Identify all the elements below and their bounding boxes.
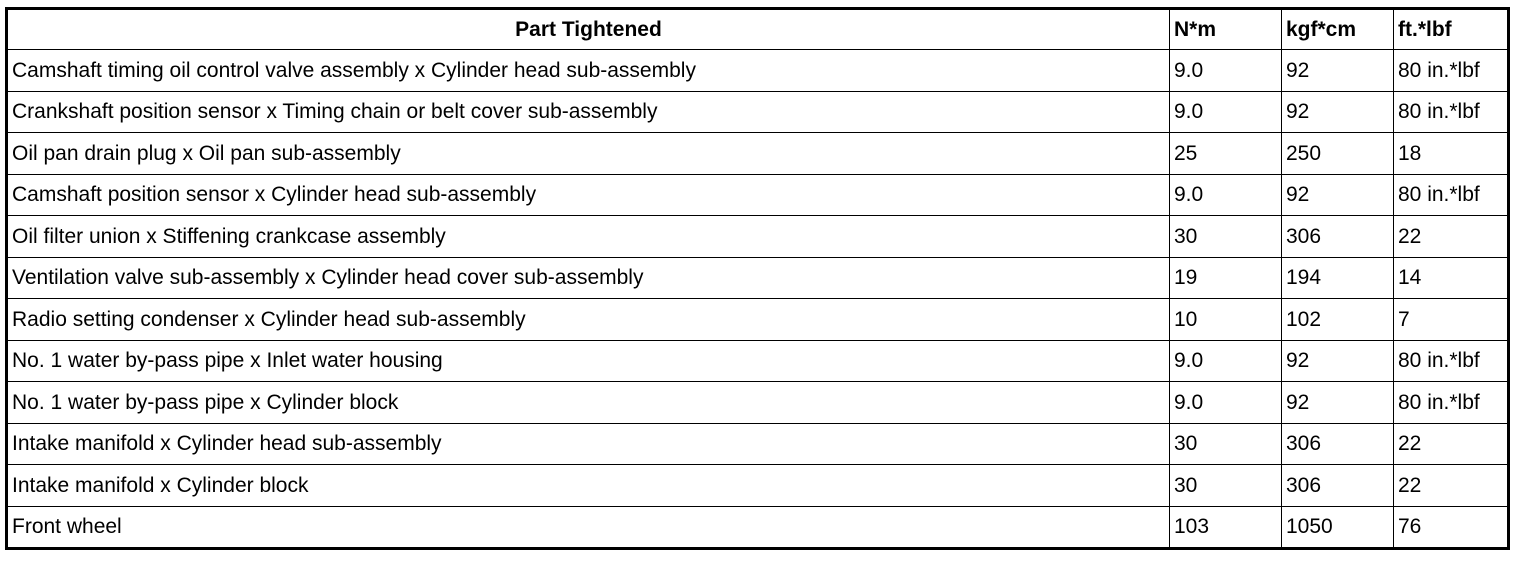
header-row (7, 9, 1509, 50)
table-row (7, 506, 1509, 549)
cell-part: Radio setting condenser x Cylinder head sub-assembly (7, 299, 1170, 341)
cell-ft-lbf: 22 (1394, 465, 1509, 507)
table-row (7, 257, 1509, 299)
cell-kgf-cm: 306 (1282, 465, 1394, 507)
header-part-tightened: Part Tightened (7, 9, 1170, 50)
table-row (7, 340, 1509, 382)
cell-part: Oil pan drain plug x Oil pan sub-assembly (7, 133, 1170, 175)
cell-part: Camshaft timing oil control valve assembly x Cylinder head sub-assembly (7, 50, 1170, 92)
cell-kgf-cm: 306 (1282, 216, 1394, 258)
cell-part: Crankshaft position sensor x Timing chain or belt cover sub-assembly (7, 91, 1170, 133)
cell-kgf-cm: 1050 (1282, 506, 1394, 549)
header-ft-lbf: ft.*lbf (1394, 9, 1509, 50)
cell-nm: 30 (1170, 465, 1282, 507)
cell-nm: 10 (1170, 299, 1282, 341)
cell-ft-lbf: 7 (1394, 299, 1509, 341)
cell-part: No. 1 water by-pass pipe x Inlet water housing (7, 340, 1170, 382)
table-row (7, 216, 1509, 258)
cell-ft-lbf: 80 in.*lbf (1394, 50, 1509, 92)
cell-nm: 9.0 (1170, 91, 1282, 133)
cell-part: No. 1 water by-pass pipe x Cylinder block (7, 382, 1170, 424)
cell-kgf-cm: 92 (1282, 174, 1394, 216)
cell-nm: 103 (1170, 506, 1282, 549)
cell-nm: 19 (1170, 257, 1282, 299)
cell-kgf-cm: 92 (1282, 50, 1394, 92)
cell-part: Ventilation valve sub-assembly x Cylinder head cover sub-assembly (7, 257, 1170, 299)
cell-kgf-cm: 306 (1282, 423, 1394, 465)
table-row (7, 91, 1509, 133)
table-row (7, 50, 1509, 92)
cell-part: Oil filter union x Stiffening crankcase assembly (7, 216, 1170, 258)
cell-ft-lbf: 14 (1394, 257, 1509, 299)
cell-nm: 9.0 (1170, 382, 1282, 424)
table-row (7, 423, 1509, 465)
cell-part: Intake manifold x Cylinder head sub-assembly (7, 423, 1170, 465)
header-kgf-cm: kgf*cm (1282, 9, 1394, 50)
cell-kgf-cm: 102 (1282, 299, 1394, 341)
cell-kgf-cm: 250 (1282, 133, 1394, 175)
cell-ft-lbf: 80 in.*lbf (1394, 340, 1509, 382)
table-row (7, 133, 1509, 175)
torque-spec-table (5, 7, 1510, 550)
cell-nm: 9.0 (1170, 50, 1282, 92)
cell-part: Camshaft position sensor x Cylinder head sub-assembly (7, 174, 1170, 216)
cell-kgf-cm: 92 (1282, 382, 1394, 424)
table-header (7, 9, 1509, 50)
cell-ft-lbf: 76 (1394, 506, 1509, 549)
cell-ft-lbf: 18 (1394, 133, 1509, 175)
cell-part: Front wheel (7, 506, 1170, 549)
torque-spec-table-container (5, 7, 1510, 550)
cell-ft-lbf: 80 in.*lbf (1394, 382, 1509, 424)
cell-ft-lbf: 22 (1394, 216, 1509, 258)
table-row (7, 465, 1509, 507)
cell-nm: 30 (1170, 423, 1282, 465)
table-row (7, 299, 1509, 341)
cell-nm: 30 (1170, 216, 1282, 258)
cell-part: Intake manifold x Cylinder block (7, 465, 1170, 507)
table-body (7, 50, 1509, 549)
cell-nm: 9.0 (1170, 174, 1282, 216)
table-row (7, 382, 1509, 424)
cell-ft-lbf: 80 in.*lbf (1394, 174, 1509, 216)
cell-ft-lbf: 80 in.*lbf (1394, 91, 1509, 133)
cell-nm: 25 (1170, 133, 1282, 175)
cell-kgf-cm: 92 (1282, 91, 1394, 133)
cell-kgf-cm: 92 (1282, 340, 1394, 382)
cell-kgf-cm: 194 (1282, 257, 1394, 299)
cell-ft-lbf: 22 (1394, 423, 1509, 465)
header-newton-meters: N*m (1170, 9, 1282, 50)
cell-nm: 9.0 (1170, 340, 1282, 382)
table-row (7, 174, 1509, 216)
